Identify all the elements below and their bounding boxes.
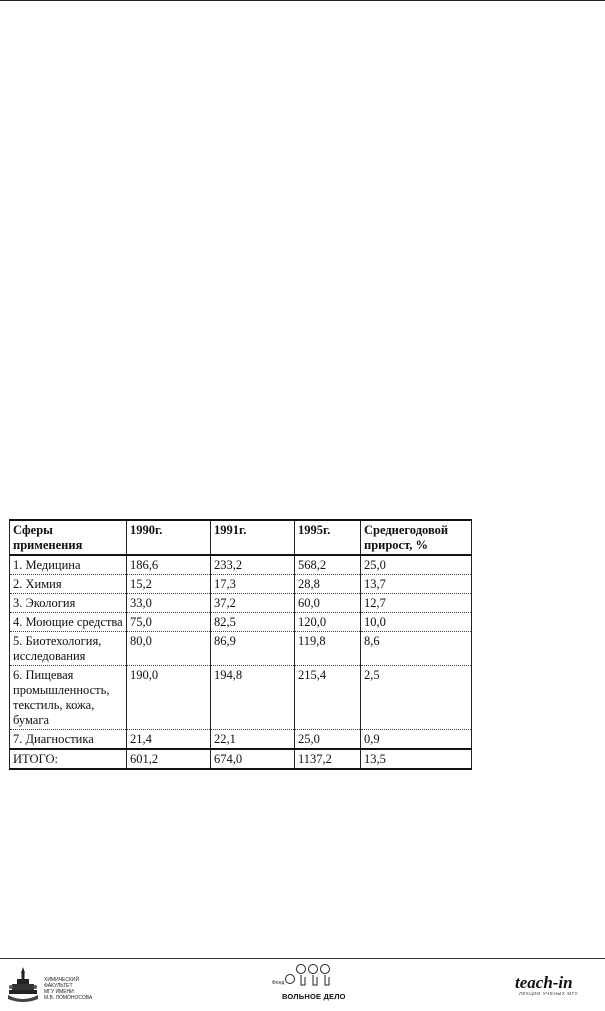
- faculty-line: МГУ ИМЕНИ: [44, 989, 74, 995]
- teach-in-logo: [515, 974, 600, 1004]
- fond-label: Фонд: [272, 980, 285, 986]
- table-row: [10, 594, 472, 613]
- header-cell-growth: Среднегодовой прирост, %: [361, 520, 472, 555]
- total-row: [10, 749, 472, 769]
- table-cell: 119,8: [295, 632, 361, 666]
- table-cell: 5. Биотехология, исследования: [10, 632, 127, 666]
- data-table: [9, 519, 472, 770]
- table-cell: 186,6: [127, 555, 211, 575]
- teach-in-tagline: ЛЕКЦИИ УЧЕНЫХ МГУ: [519, 991, 579, 996]
- table-cell: 28,8: [295, 575, 361, 594]
- chemistry-faculty-logo: [6, 965, 116, 1005]
- table-row: [10, 666, 472, 730]
- table-cell: 190,0: [127, 666, 211, 730]
- table-row: [10, 555, 472, 575]
- table-cell: 25,0: [361, 555, 472, 575]
- faculty-line: М.В. ЛОМОНОСОВА: [44, 995, 93, 1001]
- total-cell: 13,5: [361, 749, 472, 769]
- header-row: [10, 520, 472, 555]
- table-cell: 80,0: [127, 632, 211, 666]
- table-cell: 8,6: [361, 632, 472, 666]
- header-cell-1991: 1991г.: [211, 520, 295, 555]
- table-cell: 22,1: [211, 730, 295, 750]
- faculty-line: ХИМИЧЕСКИЙ: [44, 977, 80, 983]
- table-cell: 568,2: [295, 555, 361, 575]
- volnoe-delo-logo: [268, 962, 348, 1008]
- total-cell: ИТОГО:: [10, 749, 127, 769]
- table-cell: 60,0: [295, 594, 361, 613]
- total-cell: 674,0: [211, 749, 295, 769]
- table-cell: 2. Химия: [10, 575, 127, 594]
- table-container: [9, 519, 471, 770]
- table-cell: 215,4: [295, 666, 361, 730]
- table-cell: 4. Моющие средства: [10, 613, 127, 632]
- table-cell: 13,7: [361, 575, 472, 594]
- table-cell: 82,5: [211, 613, 295, 632]
- table-cell: 21,4: [127, 730, 211, 750]
- header-cell-1990: 1990г.: [127, 520, 211, 555]
- total-cell: 601,2: [127, 749, 211, 769]
- table-cell: 194,8: [211, 666, 295, 730]
- table-cell: 37,2: [211, 594, 295, 613]
- teach-in-brand: teach-in: [515, 973, 573, 992]
- table-row: [10, 575, 472, 594]
- table-cell: 86,9: [211, 632, 295, 666]
- table-cell: 233,2: [211, 555, 295, 575]
- header-cell-1995: 1995г.: [295, 520, 361, 555]
- table-row: [10, 613, 472, 632]
- total-cell: 1137,2: [295, 749, 361, 769]
- header-cell-sphere: Сферы применения: [10, 520, 127, 555]
- table-cell: 75,0: [127, 613, 211, 632]
- table-cell: 120,0: [295, 613, 361, 632]
- table-row: [10, 632, 472, 666]
- table-cell: 1. Медицина: [10, 555, 127, 575]
- top-rule: [0, 0, 605, 1]
- faculty-line: ФАКУЛЬТЕТ: [44, 983, 73, 989]
- table-row: [10, 730, 472, 750]
- table-body: [10, 555, 472, 769]
- chemistry-faculty-text: [44, 977, 92, 1001]
- table-cell: 0,9: [361, 730, 472, 750]
- table-cell: 12,7: [361, 594, 472, 613]
- university-emblem-icon: [6, 965, 40, 1003]
- table-cell: 33,0: [127, 594, 211, 613]
- table-cell: 25,0: [295, 730, 361, 750]
- people-circles-icon: [282, 962, 334, 990]
- table-cell: 7. Диагностика: [10, 730, 127, 750]
- table-header: [10, 520, 472, 555]
- page-footer: [0, 960, 605, 1010]
- footer-divider: [0, 958, 605, 959]
- table-cell: 6. Пищевая промышленность, текстиль, кожа, бумага: [10, 666, 127, 730]
- table-cell: 17,3: [211, 575, 295, 594]
- table-cell: 15,2: [127, 575, 211, 594]
- volnoe-delo-name: ВОЛЬНОЕ ДЕЛО: [282, 992, 346, 1001]
- table-cell: 2,5: [361, 666, 472, 730]
- table-cell: 3. Экология: [10, 594, 127, 613]
- table-cell: 10,0: [361, 613, 472, 632]
